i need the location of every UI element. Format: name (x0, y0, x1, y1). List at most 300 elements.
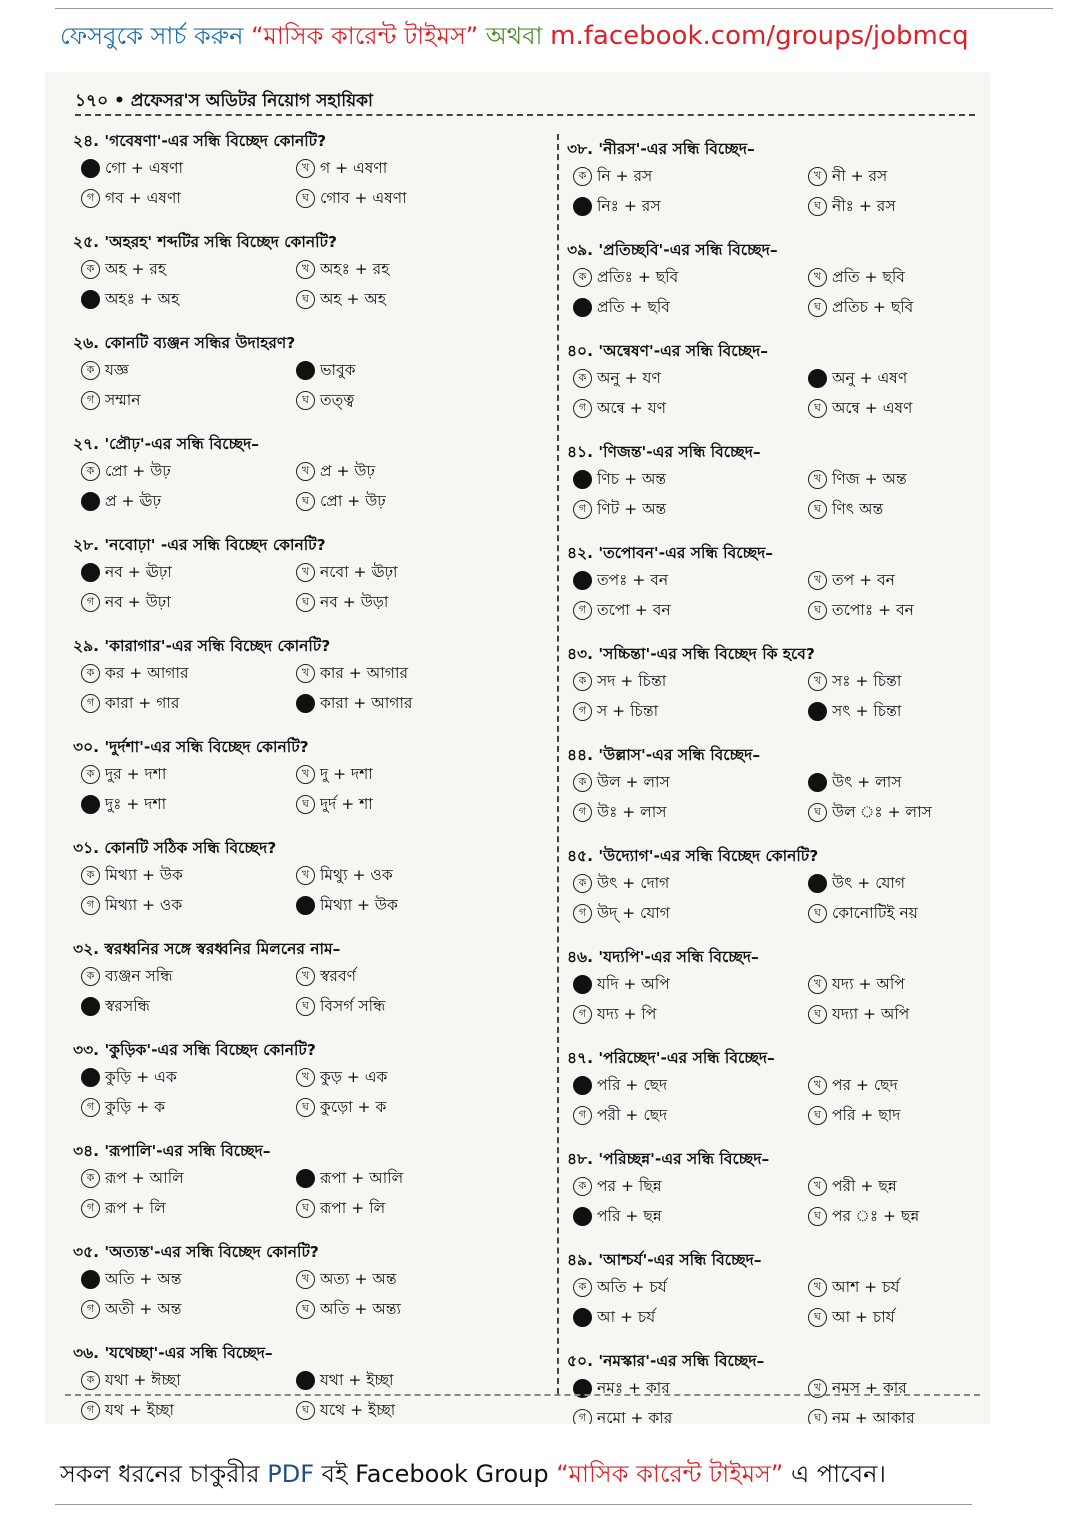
option-letter-circle-icon: খ (808, 1278, 827, 1297)
option[interactable] (808, 1273, 987, 1301)
option-letter-circle-icon: ক (81, 765, 100, 784)
option[interactable] (296, 659, 543, 687)
option-text: নমো + কার (597, 1409, 673, 1424)
option-letter-circle-icon: ঘ (808, 1207, 827, 1226)
option[interactable] (573, 162, 808, 190)
option-letter-circle-icon: ক (81, 1169, 100, 1188)
option-letter-circle-icon: ঘ (808, 197, 827, 216)
option-text: অনু + এষণ (832, 369, 908, 387)
option[interactable] (296, 588, 543, 616)
option[interactable] (296, 184, 543, 212)
option-correct[interactable] (808, 869, 987, 897)
option-letter-circle-icon: ঘ (808, 601, 827, 620)
question-text: ৪৭. 'পরিচ্ছেদ'-এর সন্ধি বিচ্ছেদ– (567, 1049, 775, 1067)
option-text: ণিৎ অন্ত (832, 500, 884, 518)
option[interactable] (81, 1164, 296, 1192)
option-text: তপোঃ + বন (832, 601, 914, 619)
option[interactable] (808, 1172, 987, 1200)
options-grid (73, 255, 543, 313)
option[interactable] (296, 154, 543, 182)
option-text: কোনোটিই নয় (832, 904, 918, 922)
option-letter-circle-icon: গ (573, 399, 592, 418)
option-text: অন্বে + যণ (597, 399, 667, 417)
option[interactable] (296, 1396, 543, 1424)
options-grid (73, 558, 543, 616)
option[interactable] (296, 962, 543, 990)
question-item (567, 742, 987, 843)
option[interactable] (808, 263, 987, 291)
option-letter-circle-icon: খ (808, 167, 827, 186)
filled-answer-circle-icon: খ (808, 773, 827, 792)
option-letter-circle-icon: ঘ (296, 492, 315, 511)
option-letter-circle-icon: ক (81, 664, 100, 683)
option-letter-circle-icon: ক (81, 866, 100, 885)
option[interactable] (296, 1093, 543, 1121)
option-text: নম + আকার (832, 1409, 915, 1424)
option-text: অহঃ + অহ (105, 290, 180, 308)
option[interactable] (296, 457, 543, 485)
option-correct[interactable] (296, 1164, 543, 1192)
question-text: ৩২. স্বরধ্বনির সঙ্গে স্বরধ্বনির মিলনের নাম– (73, 940, 341, 958)
question-text: ২৬. কোনটি ব্যঞ্জন সন্ধির উদাহরণ? (73, 334, 296, 352)
option-letter-circle-icon: খ (296, 563, 315, 582)
scanned-page (45, 72, 990, 1424)
question-item (567, 843, 987, 944)
option[interactable] (296, 992, 543, 1020)
option[interactable] (81, 861, 296, 889)
options-grid (73, 1164, 543, 1222)
option-text: ভাবুক (320, 361, 356, 379)
options-grid (567, 970, 987, 1028)
option-text: কুড় + এক (320, 1068, 388, 1086)
option[interactable] (81, 1396, 296, 1424)
option[interactable] (296, 1194, 543, 1222)
options-grid (73, 760, 543, 818)
filled-answer-circle-icon: ক (573, 470, 592, 489)
option-letter-circle-icon: ঘ (296, 795, 315, 814)
option-text: যথে + ইচ্ছা (320, 1401, 396, 1419)
option[interactable] (808, 970, 987, 998)
option[interactable] (81, 356, 296, 384)
option-correct[interactable] (81, 487, 296, 515)
filled-answer-circle-icon: গ (573, 1308, 592, 1327)
option-text: দুর্দ + শা (320, 795, 373, 813)
option-text: অতী + অন্ত (105, 1300, 182, 1318)
option-text: নি + রস (597, 167, 653, 185)
option[interactable] (81, 659, 296, 687)
option-text: যদ্য + পি (597, 1005, 657, 1023)
options-grid (73, 1265, 543, 1323)
option-text: পরি + ছেদ (597, 1076, 668, 1094)
option-letter-circle-icon: ঘ (296, 391, 315, 410)
filled-answer-circle-icon: ক (81, 159, 100, 178)
option[interactable] (573, 697, 808, 725)
option[interactable] (808, 293, 987, 321)
option-correct[interactable] (808, 364, 987, 392)
option-text: সম্মান (105, 391, 141, 409)
option-letter-circle-icon: খ (296, 866, 315, 885)
option-letter-circle-icon: ক (81, 967, 100, 986)
option-letter-circle-icon: গ (573, 1005, 592, 1024)
option-letter-circle-icon: খ (808, 571, 827, 590)
option-text: মিথ্যা + উক (105, 866, 183, 884)
option-text: তত্ত্ব (320, 391, 355, 409)
option-letter-circle-icon: ঘ (296, 593, 315, 612)
option-letter-circle-icon: ঘ (296, 290, 315, 309)
option[interactable] (296, 1265, 543, 1293)
option[interactable] (573, 768, 808, 796)
option[interactable] (81, 891, 296, 919)
option[interactable] (81, 1295, 296, 1323)
option[interactable] (808, 1000, 987, 1028)
filled-answer-circle-icon: ঘ (296, 694, 315, 713)
option-letter-circle-icon: গ (573, 1106, 592, 1125)
option-correct[interactable] (573, 566, 808, 594)
option-letter-circle-icon: খ (808, 1177, 827, 1196)
option-correct[interactable] (81, 1063, 296, 1091)
option-text: উৎ + লাস (832, 773, 902, 791)
option-text: প্রতি + ছবি (832, 268, 905, 286)
option[interactable] (808, 899, 987, 927)
options-grid (567, 364, 987, 422)
option[interactable] (573, 1000, 808, 1028)
filled-answer-circle-icon: ক (81, 1068, 100, 1087)
option-letter-circle-icon: গ (81, 1300, 100, 1319)
options-grid (567, 667, 987, 725)
question-item (567, 1045, 987, 1146)
option-correct[interactable] (81, 992, 296, 1020)
column-divider (557, 134, 559, 1394)
option-text: যজ্ঞ (105, 361, 129, 379)
question-item (73, 936, 543, 1037)
option[interactable] (573, 1172, 808, 1200)
option-correct[interactable] (573, 293, 808, 321)
option-text: নী + রস (832, 167, 888, 185)
options-grid (567, 1071, 987, 1129)
option-letter-circle-icon: খ (296, 1270, 315, 1289)
option[interactable] (81, 1194, 296, 1222)
option-text: আ + চর্য (597, 1308, 656, 1326)
option[interactable] (296, 255, 543, 283)
option-letter-circle-icon: ঘ (808, 1106, 827, 1125)
option[interactable] (296, 386, 543, 414)
option[interactable] (573, 1101, 808, 1129)
options-grid (567, 1273, 987, 1331)
option-letter-circle-icon: ক (573, 167, 592, 186)
option-text: পর ঃ + ছন্ন (832, 1207, 920, 1225)
option-correct[interactable] (81, 790, 296, 818)
option[interactable] (808, 1374, 987, 1402)
option-letter-circle-icon: গ (573, 601, 592, 620)
option[interactable] (808, 1202, 987, 1230)
option-text: উল + লাস (597, 773, 670, 791)
option[interactable] (573, 667, 808, 695)
question-text: ২৭. 'প্রৌঢ়'-এর সন্ধি বিচ্ছেদ– (73, 435, 260, 453)
option[interactable] (573, 1273, 808, 1301)
option-text: যথ + ইচ্ছা (105, 1401, 175, 1419)
option[interactable] (81, 1093, 296, 1121)
bottom-banner-end: এ পাবেন। (790, 1460, 887, 1488)
option[interactable] (81, 1366, 296, 1394)
option-text: পর + ছেদ (832, 1076, 898, 1094)
option-letter-circle-icon: গ (573, 500, 592, 519)
option[interactable] (296, 790, 543, 818)
question-text: ৪০. 'অন্বেষণ'-এর সন্ধি বিচ্ছেদ– (567, 342, 769, 360)
options-grid (73, 154, 543, 212)
option-letter-circle-icon: ক (81, 260, 100, 279)
question-text: ৪৬. 'যদ্যপি'-এর সন্ধি বিচ্ছেদ– (567, 948, 759, 966)
options-grid (567, 1172, 987, 1230)
option-text: সঃ + চিন্তা (832, 672, 902, 690)
option-text: কারা + আগার (320, 694, 413, 712)
option-text: কুড়ি + এক (105, 1068, 177, 1086)
filled-answer-circle-icon: ঘ (296, 896, 315, 915)
option-correct[interactable] (573, 1202, 808, 1230)
option-text: রূপা + আলি (320, 1169, 404, 1187)
question-item (567, 338, 987, 439)
question-item (567, 136, 987, 237)
option[interactable] (81, 184, 296, 212)
option-letter-circle-icon: গ (81, 391, 100, 410)
options-grid (73, 659, 543, 717)
option-text: যদ্যা + অপি (832, 1005, 910, 1023)
option-text: প্রতি + ছবি (597, 298, 670, 316)
option[interactable] (296, 1063, 543, 1091)
option-text: নমঃ + কার (597, 1379, 670, 1397)
filled-answer-circle-icon: খ (296, 1169, 315, 1188)
option[interactable] (81, 689, 296, 717)
filled-answer-circle-icon: গ (573, 197, 592, 216)
option-letter-circle-icon: ঘ (808, 1005, 827, 1024)
option[interactable] (808, 566, 987, 594)
option[interactable] (573, 899, 808, 927)
option[interactable] (808, 798, 987, 826)
option-text: কর + আগার (105, 664, 189, 682)
option[interactable] (808, 1071, 987, 1099)
filled-answer-circle-icon: খ (808, 874, 827, 893)
option-correct[interactable] (296, 356, 543, 384)
banner-search-text: ফেসবুকে সার্চ করুন (60, 22, 244, 50)
option-letter-circle-icon: ক (573, 672, 592, 691)
option[interactable] (808, 1303, 987, 1331)
option-correct[interactable] (808, 768, 987, 796)
option-correct[interactable] (573, 192, 808, 220)
option-correct[interactable] (81, 558, 296, 586)
option-text: অন্বে + এষণ (832, 399, 913, 417)
option[interactable] (81, 255, 296, 283)
option-text: গ + এষণা (320, 159, 388, 177)
option[interactable] (573, 1404, 808, 1424)
filled-answer-circle-icon: ক (573, 1379, 592, 1398)
option[interactable] (808, 1101, 987, 1129)
option-correct[interactable] (81, 285, 296, 313)
left-question-column (73, 128, 543, 1424)
question-item (567, 1146, 987, 1247)
option-text: নব + উড়া (320, 593, 389, 611)
page-header: ১৭০ • প্রফেসর'স অডিটর নিয়োগ সহায়িকা (75, 91, 373, 111)
question-item (567, 944, 987, 1045)
option[interactable] (296, 558, 543, 586)
option[interactable] (296, 285, 543, 313)
filled-answer-circle-icon: গ (81, 997, 100, 1016)
option-correct[interactable] (573, 1303, 808, 1331)
option[interactable] (573, 798, 808, 826)
option-letter-circle-icon: খ (808, 268, 827, 287)
option-text: ব্যঞ্জন সন্ধি (105, 967, 173, 985)
option-letter-circle-icon: গ (573, 904, 592, 923)
option[interactable] (573, 869, 808, 897)
option-correct[interactable] (81, 1265, 296, 1293)
option-correct[interactable] (573, 465, 808, 493)
option-correct[interactable] (296, 891, 543, 919)
option-text: গোব + এষণা (320, 189, 407, 207)
option-text: রূপা + লি (320, 1199, 386, 1217)
question-item (73, 633, 543, 734)
option-text: নিঃ + রস (597, 197, 661, 215)
options-grid (567, 465, 987, 523)
option[interactable] (808, 495, 987, 523)
option-text: কার + আগার (320, 664, 408, 682)
option[interactable] (296, 760, 543, 788)
option-letter-circle-icon: ঘ (808, 298, 827, 317)
option-letter-circle-icon: ঘ (296, 189, 315, 208)
option[interactable] (808, 667, 987, 695)
option[interactable] (808, 596, 987, 624)
option[interactable] (296, 487, 543, 515)
option-letter-circle-icon: খ (808, 1379, 827, 1398)
option-correct[interactable] (808, 697, 987, 725)
option-letter-circle-icon: গ (81, 189, 100, 208)
options-grid (73, 457, 543, 515)
option-text: প্রতিঃ + ছবি (597, 268, 679, 286)
option-letter-circle-icon: খ (296, 765, 315, 784)
question-item (567, 439, 987, 540)
option-letter-circle-icon: গ (573, 702, 592, 721)
option-letter-circle-icon: ঘ (808, 904, 827, 923)
option-correct[interactable] (573, 1071, 808, 1099)
option-text: রূপ + লি (105, 1199, 166, 1217)
bottom-banner (60, 1456, 1020, 1496)
options-grid (567, 768, 987, 826)
option-letter-circle-icon: খ (296, 1068, 315, 1087)
filled-answer-circle-icon: গ (573, 1207, 592, 1226)
bottom-banner-text: সকল ধরনের চাকুরীর (60, 1460, 260, 1488)
option-text: উৎ + যোগ (832, 874, 906, 892)
option[interactable] (573, 394, 808, 422)
filled-answer-circle-icon: খ (808, 369, 827, 388)
question-text: ৩৪. 'রূপালি'-এর সন্ধি বিচ্ছেদ– (73, 1142, 271, 1160)
option-letter-circle-icon: গ (573, 803, 592, 822)
option-letter-circle-icon: ঘ (808, 1308, 827, 1327)
option-letter-circle-icon: খ (296, 664, 315, 683)
question-item (567, 540, 987, 641)
option-correct[interactable] (81, 154, 296, 182)
option-letter-circle-icon: গ (81, 694, 100, 713)
option-text: সদ + চিন্তা (597, 672, 667, 690)
option-text: তপ + বন (832, 571, 895, 589)
option-letter-circle-icon: ক (573, 369, 592, 388)
option-text: মিথ্যা + ওক (105, 896, 183, 914)
option[interactable] (81, 457, 296, 485)
option-letter-circle-icon: ক (81, 462, 100, 481)
bottom-banner-group-name: “মাসিক কারেন্ট টাইমস” (556, 1460, 784, 1488)
option-letter-circle-icon: খ (808, 975, 827, 994)
option-letter-circle-icon: গ (81, 1199, 100, 1218)
option[interactable] (573, 495, 808, 523)
option-letter-circle-icon: খ (808, 1076, 827, 1095)
filled-answer-circle-icon: ঘ (808, 702, 827, 721)
option-letter-circle-icon: ক (573, 773, 592, 792)
question-text: ৪৯. 'আশ্চর্য'-এর সন্ধি বিচ্ছেদ– (567, 1251, 762, 1269)
options-grid (567, 869, 987, 927)
option[interactable] (296, 861, 543, 889)
option[interactable] (296, 1295, 543, 1323)
question-text: ৩৩. 'কুড়িক'-এর সন্ধি বিচ্ছেদ কোনটি? (73, 1041, 316, 1059)
question-item (73, 1037, 543, 1138)
option-correct[interactable] (296, 689, 543, 717)
option-text: অহ + অহ (320, 290, 386, 308)
option-text: বিসর্গ সন্ধি (320, 997, 386, 1015)
question-text: ৫০. 'নমস্কার'-এর সন্ধি বিচ্ছেদ– (567, 1352, 765, 1370)
option[interactable] (808, 192, 987, 220)
option[interactable] (808, 162, 987, 190)
options-grid (73, 861, 543, 919)
options-grid (73, 1063, 543, 1121)
option-text: পরি + ছাদ (832, 1106, 901, 1124)
option[interactable] (808, 465, 987, 493)
option-letter-circle-icon: খ (296, 967, 315, 986)
option-letter-circle-icon: ক (81, 361, 100, 380)
banner-facebook-link[interactable]: m.facebook.com/groups/jobmcq (550, 21, 969, 51)
option-text: রূপ + আলি (105, 1169, 184, 1187)
option-correct[interactable] (573, 1374, 808, 1402)
filled-answer-circle-icon: ক (81, 1270, 100, 1289)
bottom-divider (55, 1504, 972, 1505)
option[interactable] (573, 263, 808, 291)
option-letter-circle-icon: ক (573, 1177, 592, 1196)
option-correct[interactable] (296, 1366, 543, 1394)
option-text: স + চিন্তা (597, 702, 659, 720)
question-item (567, 1247, 987, 1348)
question-item (73, 835, 543, 936)
option-correct[interactable] (573, 970, 808, 998)
question-item (73, 1138, 543, 1239)
option[interactable] (808, 1404, 987, 1424)
option-text: পর + ছিন্ন (597, 1177, 662, 1195)
page-bottom-divider (65, 1394, 980, 1396)
option-text: নবো + ঊঢ়া (320, 563, 398, 581)
option[interactable] (81, 588, 296, 616)
option-text: অহঃ + রহ (320, 260, 390, 278)
option-letter-circle-icon: ক (573, 1278, 592, 1297)
option-text: যথা + ইচ্ছা (320, 1371, 394, 1389)
question-item (567, 641, 987, 742)
option[interactable] (81, 386, 296, 414)
question-text: ২৯. 'কারাগার'-এর সন্ধি বিচ্ছেদ কোনটি? (73, 637, 331, 655)
option-text: পরী + ছেদ (597, 1106, 668, 1124)
question-text: ৪২. 'তপোবন'-এর সন্ধি বিচ্ছেদ– (567, 544, 774, 562)
option[interactable] (81, 760, 296, 788)
option[interactable] (573, 364, 808, 392)
option-text: স্বরসন্ধি (105, 997, 150, 1015)
option-text: পরি + ছন্ন (597, 1207, 662, 1225)
option-text: অহ + রহ (105, 260, 167, 278)
option[interactable] (81, 962, 296, 990)
top-banner (60, 18, 1050, 58)
option[interactable] (573, 596, 808, 624)
option-text: অতি + অন্ত্য (320, 1300, 401, 1318)
option[interactable] (808, 394, 987, 422)
